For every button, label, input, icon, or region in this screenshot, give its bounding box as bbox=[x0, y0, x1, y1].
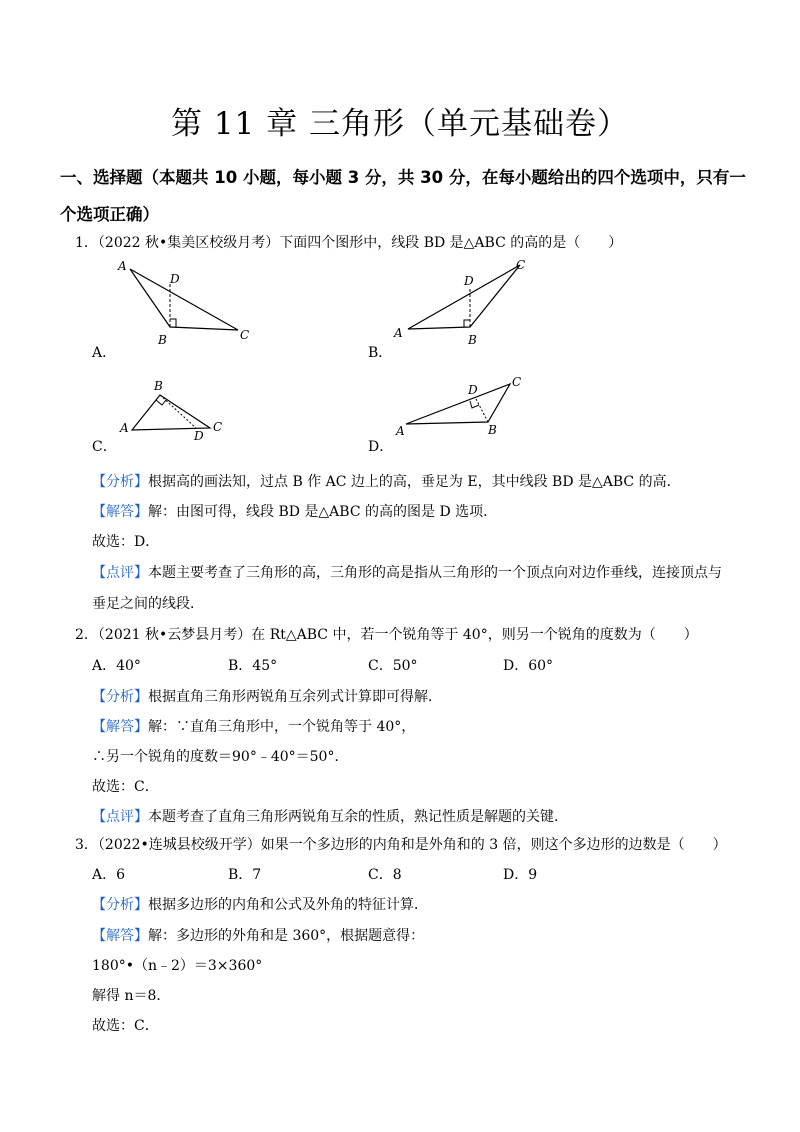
q1-option-b: B． bbox=[368, 345, 393, 361]
fig-c-right-angle bbox=[156, 400, 166, 405]
q3-option-a: A．6 bbox=[92, 867, 126, 883]
q2-option-d: D．60° bbox=[503, 658, 554, 674]
section-heading-line1: 一、选择题（本题共 10 小题，每小题 3 分，共 30 分，在每小题给出的四个选项中，只有一 bbox=[60, 168, 746, 187]
fig-a-label-c: C bbox=[240, 328, 250, 342]
q3-answer-text: 解：多边形的外角和是 360°，根据题意得： bbox=[148, 928, 425, 944]
q1-comment-text: 本题主要考查了三角形的高，三角形的高是指从三角形的一个顶点向对边作垂线，连接顶点与 bbox=[148, 565, 722, 581]
fig-b-label-a: A bbox=[394, 326, 403, 340]
fig-b-label-c: C bbox=[516, 258, 526, 272]
comment-tag: 【点评】 bbox=[92, 809, 148, 825]
q1-answer-text: 解：由图可得，线段 BD 是△ABC 的高的图是 D 选项． bbox=[148, 504, 498, 520]
q3-option-c: C．8 bbox=[368, 867, 402, 883]
comment-tag: 【点评】 bbox=[92, 565, 148, 581]
q1-option-d: D． bbox=[368, 439, 394, 455]
q2-stem: 2．（2021 秋•云梦县月考）在 Rt△ABC 中，若一个锐角等于 40°，则另一个锐角的度数为（ ） bbox=[75, 627, 698, 643]
analysis-tag: 【分析】 bbox=[92, 474, 148, 490]
fig-c-label-c: C bbox=[213, 420, 223, 434]
q2-answer bbox=[92, 716, 415, 736]
fig-b-label-d: D bbox=[464, 274, 474, 288]
q1-stem: 1．（2022 秋•集美区校级月考）下面四个图形中，线段 BD 是△ABC 的高的是（ ） bbox=[75, 235, 623, 251]
q2-option-b: B．45° bbox=[228, 658, 278, 674]
q2-analysis bbox=[92, 686, 442, 706]
q3-stem: 3．（2022•连城县校级开学）如果一个多边形的内角和是外角和的 3 倍，则这个多边形的边数是（ ） bbox=[75, 837, 727, 853]
fig-a-label-a: A bbox=[118, 259, 127, 273]
q1-option-c: C． bbox=[92, 439, 117, 455]
analysis-tag: 【分析】 bbox=[92, 689, 148, 705]
q2-choice: 故选：C． bbox=[92, 779, 159, 795]
q2-comment-text: 本题考查了直角三角形两锐角互余的性质，熟记性质是解题的关键． bbox=[148, 809, 568, 825]
fig-d-label-c: C bbox=[512, 375, 522, 389]
fig-d-label-b: B bbox=[488, 423, 497, 437]
answer-tag: 【解答】 bbox=[92, 928, 148, 944]
q3-option-d: D．9 bbox=[503, 867, 538, 883]
q1-comment-cont: 垂足之间的线段． bbox=[92, 596, 204, 612]
fig-a-label-d: D bbox=[170, 272, 180, 286]
q2-option-a: A．40° bbox=[92, 658, 141, 674]
fig-d-dotted-height bbox=[476, 399, 488, 422]
q2-answer-text: 解：∵直角三角形中，一个锐角等于 40°， bbox=[148, 719, 416, 735]
fig-d-label-a: A bbox=[396, 424, 405, 438]
q1-figure-c bbox=[110, 378, 240, 443]
q1-choice: 故选：D． bbox=[92, 534, 160, 550]
q1-option-a: A． bbox=[92, 345, 117, 361]
fig-c-label-d: D bbox=[194, 429, 204, 443]
q1-comment bbox=[92, 562, 722, 582]
q3-analysis bbox=[92, 894, 428, 914]
q2-option-c: C．50° bbox=[368, 658, 418, 674]
q1-analysis bbox=[92, 471, 681, 491]
q1-answer bbox=[92, 501, 497, 521]
fig-d-right-angle bbox=[470, 401, 479, 408]
q3-choice: 故选：C． bbox=[92, 1018, 159, 1034]
q3-option-b: B．7 bbox=[228, 867, 262, 883]
q3-equation: 180°•（n﹣2）＝3×360° bbox=[92, 958, 263, 974]
q2-comment bbox=[92, 806, 568, 826]
fig-d-triangle bbox=[406, 384, 510, 424]
fig-b-right-angle bbox=[464, 320, 470, 327]
fig-b-label-b: B bbox=[468, 333, 477, 347]
q1-figure-d bbox=[388, 372, 538, 442]
fig-a-right-angle bbox=[170, 319, 176, 327]
answer-tag: 【解答】 bbox=[92, 504, 148, 520]
q1-figure-b bbox=[388, 255, 538, 350]
q3-analysis-text: 根据多边形的内角和公式及外角的特征计算． bbox=[148, 897, 428, 913]
q1-figure-a bbox=[110, 255, 260, 350]
analysis-tag: 【分析】 bbox=[92, 897, 148, 913]
q2-analysis-text: 根据直角三角形两锐角互余列式计算即可得解． bbox=[148, 689, 442, 705]
fig-d-label-d: D bbox=[468, 383, 478, 397]
answer-tag: 【解答】 bbox=[92, 719, 148, 735]
fig-a-label-b: B bbox=[158, 333, 167, 347]
fig-c-label-b: B bbox=[154, 379, 163, 393]
page-title: 第 11 章 三角形（单元基础卷） bbox=[170, 106, 629, 142]
fig-a-triangle bbox=[130, 269, 238, 330]
q3-solve: 解得 n＝8． bbox=[92, 988, 171, 1004]
fig-c-label-a: A bbox=[120, 421, 129, 435]
fig-c-triangle bbox=[132, 395, 210, 430]
q3-answer bbox=[92, 925, 424, 945]
section-heading-line2: 个选项正确） bbox=[60, 205, 159, 224]
q2-step: ∴另一个锐角的度数＝90°﹣40°＝50°． bbox=[92, 749, 349, 765]
q1-analysis-text: 根据高的画法知，过点 B 作 AC 边上的高，垂足为 E，其中线段 BD 是△ABC 的高． bbox=[148, 474, 681, 490]
